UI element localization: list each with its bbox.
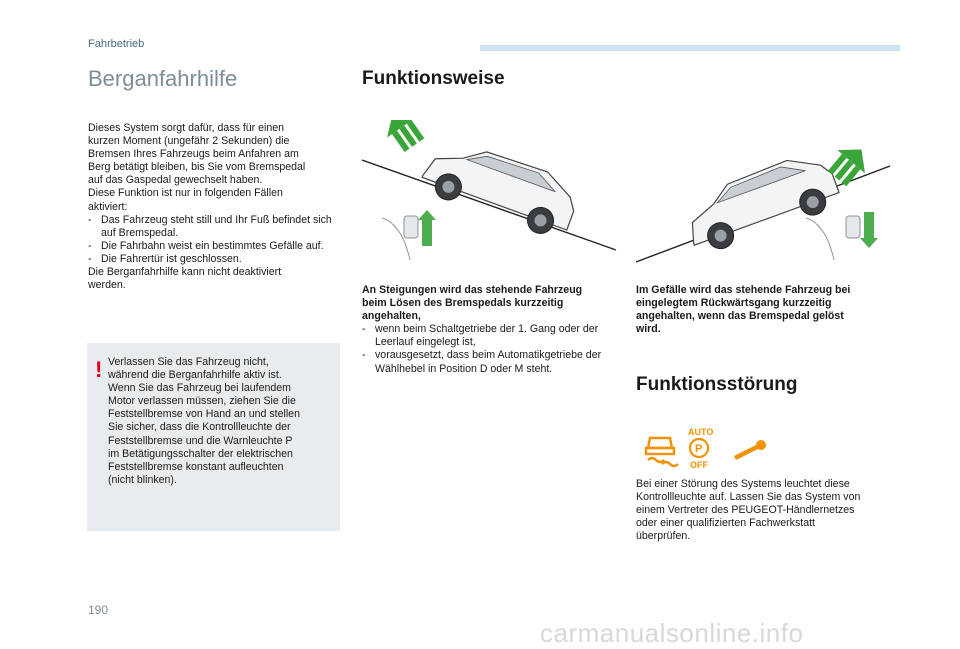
condition-item: - Die Fahrbahn weist ein bestimmtes Gefälle auf. (88, 240, 348, 253)
intro-line: auf das Gaspedal gewechselt haben. (88, 174, 263, 187)
intro-line: Berg betätigt bleiben, bis Sie vom Bremspedal (88, 161, 306, 174)
page-number: 190 (88, 603, 109, 617)
malfunction-line: oder einer qualifizierten Fachwerkstatt (636, 517, 816, 530)
caption-line: angehalten, wenn das Bremspedal gelöst (636, 310, 844, 323)
warning-line: im Betätigungsschalter der elektrischen (108, 447, 293, 460)
condition-text: vorausgesetzt, dass beim Automatikgetriebe der Wählhebel in Position D oder M steht. (375, 349, 602, 375)
warning-line: Feststellbremse von Hand an und stellen (108, 408, 300, 421)
intro-line: Diese Funktion ist nur in folgenden Fällen (88, 187, 283, 200)
uphill-caption (362, 284, 622, 376)
caption-line: An Steigungen wird das stehende Fahrzeug (362, 284, 583, 296)
caption-line: angehalten, (362, 310, 421, 323)
warning-lamps (640, 426, 780, 475)
page-title: Berganfahrhilfe (88, 66, 238, 91)
outro-line: werden. (88, 279, 126, 292)
caption-line: wird. (636, 323, 661, 336)
car-icon (678, 147, 844, 257)
warning-line: Sie sicher, dass die Kontrollleuchte der (108, 421, 291, 434)
warning-line: Feststellbremse und die Warnleuchte P (108, 434, 293, 447)
condition-item: - Das Fahrzeug steht still und Ihr Fuß befindet sich auf Bremspedal. (88, 214, 348, 240)
warning-icon: ! (95, 357, 103, 382)
condition-text: Die Fahrertür ist geschlossen. (101, 252, 242, 265)
caption-line: eingelegtem Rückwärtsgang kurzzeitig (636, 297, 832, 310)
malfunction-line: Kontrollleuchte auf. Lassen Sie das System von (636, 491, 861, 504)
watermark: carmanualsonline.info (540, 618, 804, 648)
car-icon (418, 132, 584, 242)
pedal-icon (382, 210, 436, 260)
downhill-caption (636, 284, 898, 336)
warning-line: (nicht blinken). (108, 473, 177, 486)
wrench-icon (734, 440, 766, 460)
intro-line: Dieses System sorgt dafür, dass für einen (88, 122, 285, 134)
intro-text (88, 122, 348, 292)
condition-item: - Die Fahrertür ist geschlossen. (88, 253, 348, 266)
intro-line: aktiviert: (88, 200, 128, 213)
malfunction-line: Bei einer Störung des Systems leuchtet diese (636, 478, 850, 490)
caption-line: beim Lösen des Bremspedals kurzzeitig (362, 297, 564, 310)
auto-parking-brake-icon (688, 427, 713, 470)
uphill-condition: - wenn beim Schaltgetriebe der 1. Gang oder der Leerlauf eingelegt ist, (362, 323, 622, 349)
svg-text:OFF: OFF (690, 460, 708, 470)
pedal-icon (806, 212, 878, 260)
header-bar (480, 45, 900, 51)
warning-line: Motor verlassen müssen, ziehen Sie die (108, 395, 296, 408)
intro-line: kurzen Moment (ungefähr 2 Sekunden) die (88, 135, 290, 148)
arrow-icon (378, 120, 429, 155)
condition-text: Die Fahrbahn weist ein bestimmtes Gefälle auf. (101, 239, 324, 252)
uphill-illustration (362, 120, 618, 265)
caption-line: Im Gefälle wird das stehende Fahrzeug bei (636, 284, 851, 296)
malfunction-line: überprüfen. (636, 530, 691, 543)
warning-line: Feststellbremse konstant aufleuchten (108, 460, 284, 473)
stability-control-icon (646, 438, 678, 466)
warning-text (108, 356, 332, 487)
intro-line: Bremsen Ihres Fahrzeugs beim Anfahren am (88, 148, 299, 161)
malfunction-heading: Funktionsstörung (636, 374, 798, 395)
svg-text:P: P (695, 443, 703, 455)
outro-line: Die Berganfahrhilfe kann nicht deaktiviert (88, 266, 282, 279)
warning-line: während die Berganfahrhilfe aktiv ist. (108, 369, 282, 382)
warning-line: Wenn Sie das Fahrzeug bei laufendem (108, 382, 291, 395)
svg-text:AUTO: AUTO (688, 427, 714, 437)
warning-line: Verlassen Sie das Fahrzeug nicht, (108, 356, 269, 368)
section-label: Fahrbetrieb (88, 38, 145, 50)
operation-heading: Funktionsweise (362, 68, 505, 89)
malfunction-text (636, 478, 906, 543)
uphill-condition: - vorausgesetzt, dass beim Automatikgetriebe der Wählhebel in Position D oder M steht. (362, 349, 622, 375)
malfunction-line: einem Vertreter des PEUGEOT-Händlernetzes (636, 504, 855, 517)
downhill-illustration (636, 120, 892, 265)
condition-text: wenn beim Schaltgetriebe der 1. Gang oder der Leerlauf eingelegt ist, (375, 323, 599, 349)
condition-text: Das Fahrzeug steht still und Ihr Fuß befindet sich auf Bremspedal. (101, 213, 332, 239)
